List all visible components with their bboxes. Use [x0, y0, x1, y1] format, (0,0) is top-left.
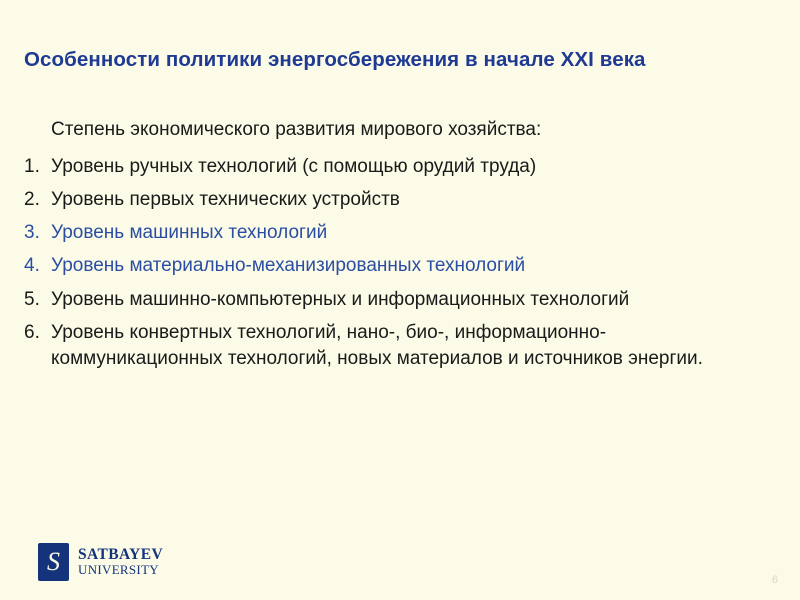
list-item	[24, 187, 764, 213]
logo-mark-icon	[38, 543, 69, 581]
list-item-number: 6.	[24, 321, 40, 343]
list-item-label: Уровень ручных технологий (с помощью орудий труда)	[51, 155, 537, 177]
list-item-number: 3.	[24, 222, 40, 244]
list-item	[24, 320, 764, 372]
list-item	[24, 154, 764, 180]
list-item-number: 1.	[24, 155, 40, 177]
logo-wordmark	[78, 547, 163, 577]
list-item-label: Уровень конвертных технологий, нано-, био-, информационно-коммуникационных технологий, новых материалов и источников энергии.	[51, 321, 703, 370]
list-item-number: 4.	[24, 255, 40, 277]
list-item-label: Уровень первых технических устройств	[51, 188, 400, 210]
list-item	[24, 253, 764, 279]
list-item	[24, 287, 764, 313]
list-item-label: Уровень материально-механизированных технологий	[51, 255, 526, 277]
list-item-label: Уровень машинно-компьютерных и информационных технологий	[51, 288, 630, 310]
lead-line: Степень экономического развития мирового хозяйства:	[51, 119, 542, 140]
logo-line-1: SATBAYEV	[78, 546, 164, 564]
university-logo	[38, 543, 163, 581]
logo-line-2: UNIVERSITY	[78, 562, 159, 578]
slide-body	[24, 118, 764, 379]
list-item-label: Уровень машинных технологий	[51, 222, 328, 244]
list-item-number: 5.	[24, 288, 40, 310]
levels-list	[24, 154, 764, 373]
list-item	[24, 220, 764, 246]
list-item-number: 2.	[24, 188, 40, 210]
logo-mark-letter: S	[47, 547, 60, 576]
page-number: 6	[771, 574, 778, 586]
slide-title: Особенности политики энергосбережения в начале XXI века	[24, 48, 646, 71]
